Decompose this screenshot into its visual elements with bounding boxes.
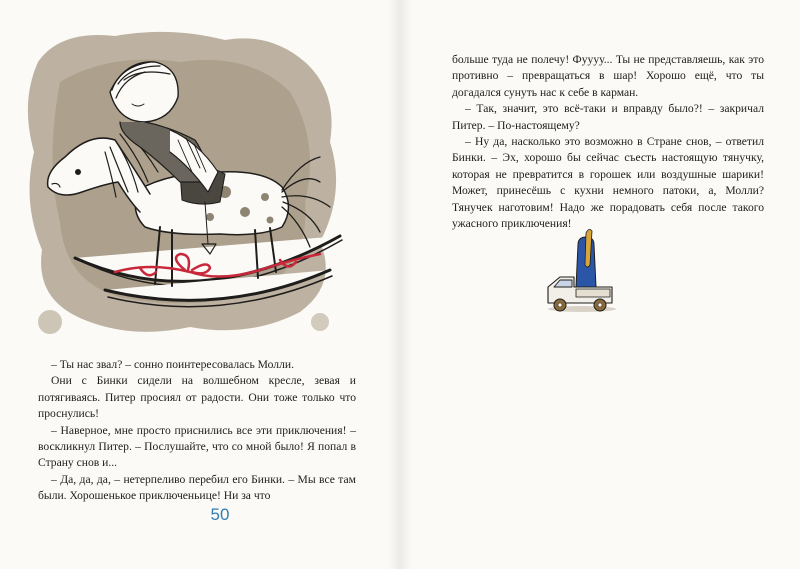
paragraph: – Ты нас звал? – сонно поинтересовалась Молли.	[51, 358, 294, 371]
paragraph: больше туда не полечу! Фуууу... Ты не представляешь, как это противно – превращаться в шар! Хорошо ещё, что ты догадался сунуть нас к себе в карман.	[452, 53, 764, 99]
paragraph: Они с Бинки сидели на волшебном кресле, зевая и потягиваясь. Питер просиял от радости. Они тоже только что проснулись!	[38, 374, 356, 421]
page-number: 50	[210, 505, 230, 524]
book-gutter	[388, 0, 412, 569]
toy-car-illustration	[540, 225, 620, 320]
left-page-text	[38, 357, 356, 505]
toy-car	[548, 229, 616, 312]
paragraph: – Ну да, насколько это возможно в Стране снов, – ответил Бинки. – Эх, хорошо бы сейчас съесть настоящую тянучку, которая не превратится в горошек или воздушные шарики! Может, принесёшь с кухни немного патоки, а, Молли? Тянучек наготовим! Надо же порадовать себя после такого ужасного приключения!	[452, 135, 764, 231]
rocking-horse-illustration	[20, 22, 350, 340]
paragraph: – Да, да, да, – нетерпеливо перебил его Бинки. – Мы все там были. Хорошенькое приключеньице! Ни за что	[38, 472, 356, 503]
paragraph: – Так, значит, это всё-таки и вправду было?! – закричал Питер. – По-настоящему?	[452, 102, 764, 132]
right-page-text	[452, 52, 764, 232]
paragraph: – Наверное, мне просто приснились все эти приключения! – воскликнул Питер. – Послушайте, что со мной было! Я попал в Страну снов и...	[38, 423, 356, 470]
